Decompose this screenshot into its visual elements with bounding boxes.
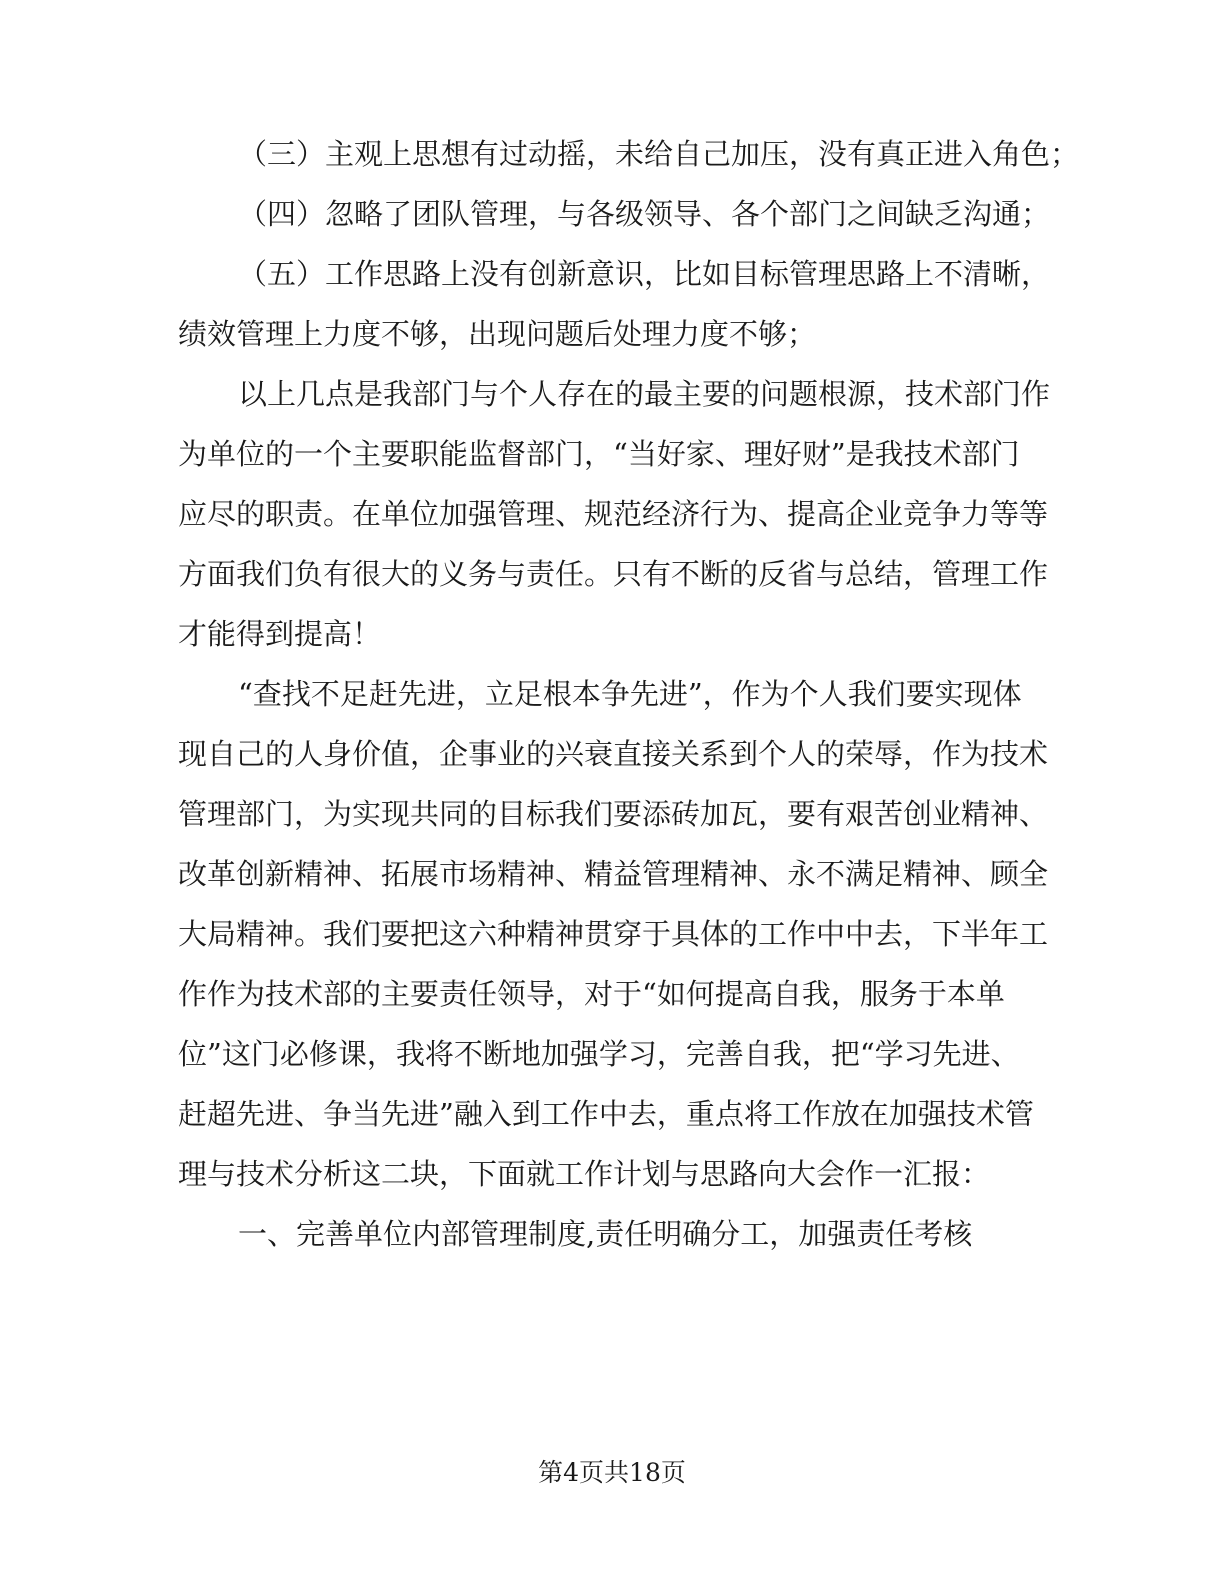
section-heading: 一、完善单位内部管理制度,责任明确分工，加强责任考核 <box>238 1217 973 1251</box>
paragraph-line: 绩效管理上力度不够，出现问题后处理力度不够； <box>178 317 817 351</box>
paragraph-line: （三）主观上思想有过动摇，未给自己加压，没有真正进入角色； <box>238 137 1080 171</box>
paragraph-line: 赶超先进、争当先进”融入到工作中去，重点将工作放在加强技术管 <box>178 1097 1034 1131</box>
paragraph-line: （四）忽略了团队管理，与各级领导、各个部门之间缺乏沟通； <box>238 197 1051 231</box>
paragraph-line: （五）工作思路上没有创新意识，比如目标管理思路上不清晰， <box>238 257 1051 291</box>
paragraph-line: 大局精神。我们要把这六种精神贯穿于具体的工作中中去，下半年工 <box>178 917 1049 951</box>
paragraph-line: 现自己的人身价值，企事业的兴衰直接关系到个人的荣辱，作为技术 <box>178 737 1049 771</box>
paragraph-line: “查找不足赶先进，立足根本争先进”，作为个人我们要实现体 <box>238 677 1022 711</box>
paragraph-line: 以上几点是我部门与个人存在的最主要的问题根源，技术部门作 <box>238 377 1051 411</box>
paragraph-line: 才能得到提高！ <box>178 617 382 651</box>
paragraph-line: 位”这门必修课，我将不断地加强学习，完善自我，把“学习先进、 <box>178 1037 1020 1071</box>
paragraph-line: 理与技术分析这二块，下面就工作计划与思路向大会作一汇报： <box>178 1157 991 1191</box>
paragraph-line: 管理部门，为实现共同的目标我们要添砖加瓦，要有艰苦创业精神、 <box>178 797 1049 831</box>
paragraph-line: 作作为技术部的主要责任领导，对于“如何提高自我，服务于本单 <box>178 977 1005 1011</box>
paragraph-line: 应尽的职责。在单位加强管理、规范经济行为、提高企业竞争力等等 <box>178 497 1049 531</box>
page-number: 第4页共18页 <box>538 1458 686 1487</box>
paragraph-line: 改革创新精神、拓展市场精神、精益管理精神、永不满足精神、顾全 <box>178 857 1049 891</box>
paragraph-line: 方面我们负有很大的义务与责任。只有不断的反省与总结，管理工作 <box>178 557 1049 591</box>
paragraph-line: 为单位的一个主要职能监督部门，“当好家、理好财”是我技术部门 <box>178 437 1020 471</box>
